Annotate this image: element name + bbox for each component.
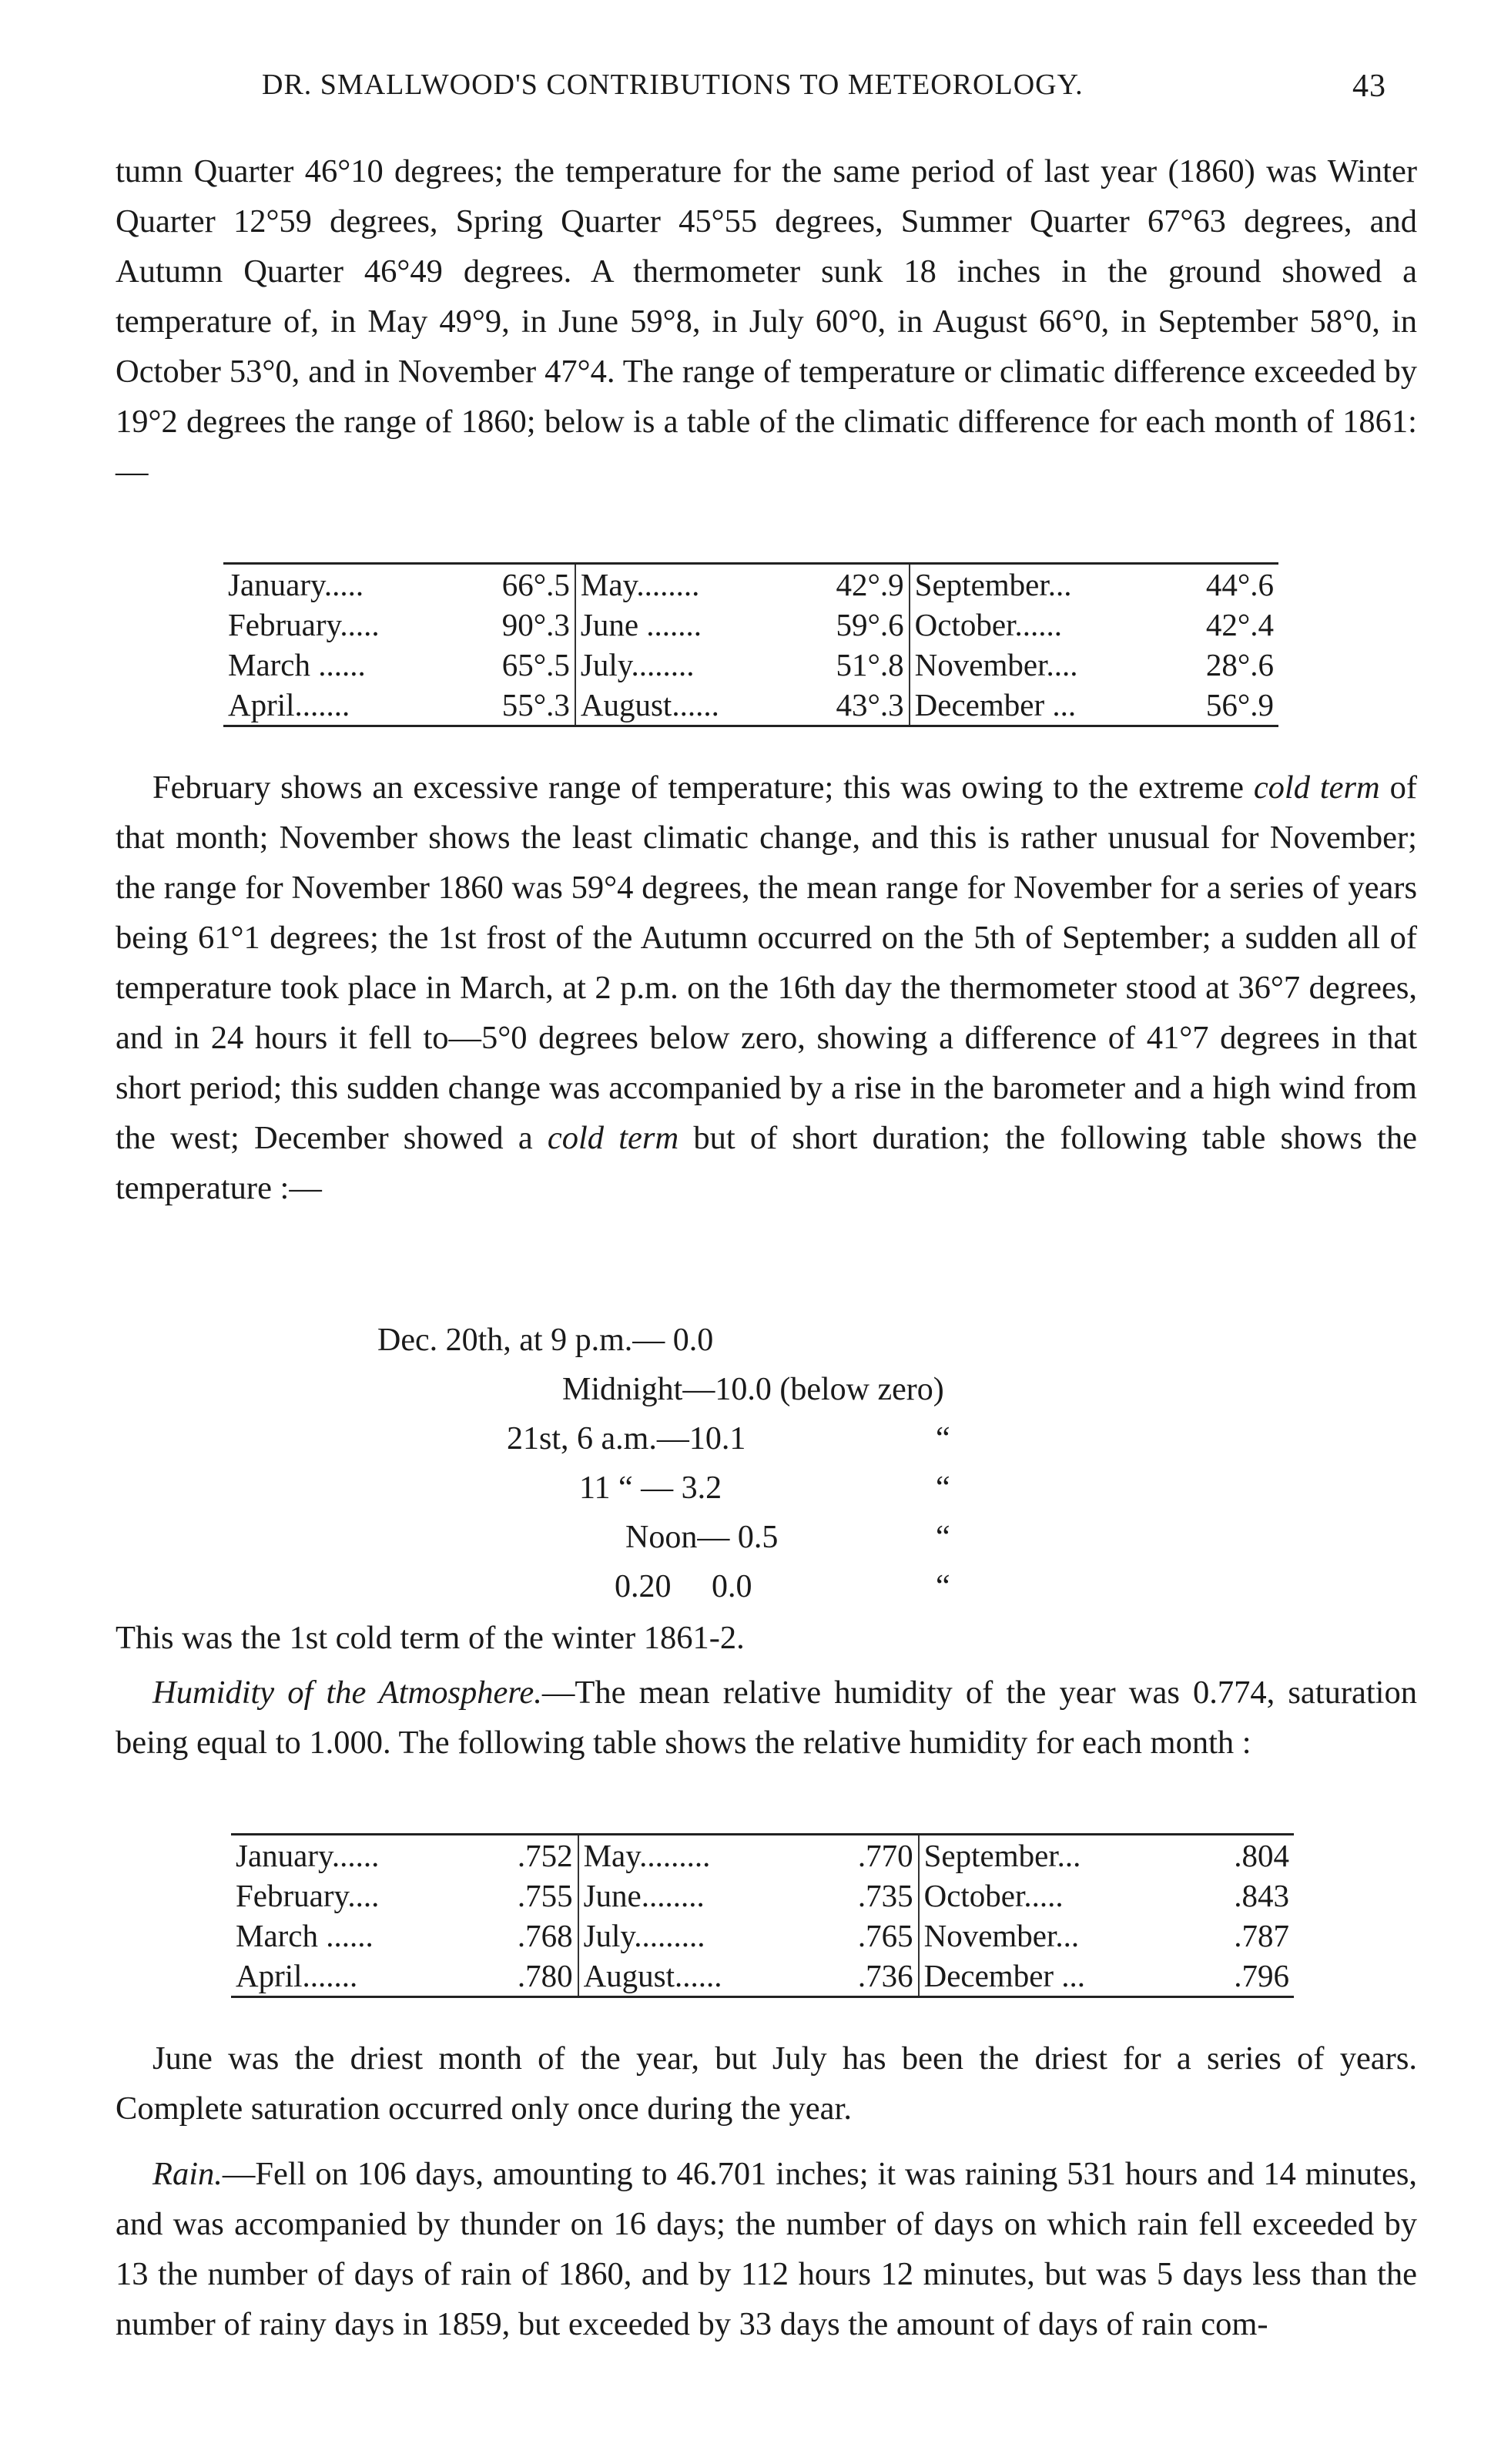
month-label: December ... — [923, 1958, 1086, 1993]
cold-term-emphasis: cold term — [1253, 769, 1380, 806]
humidity-table-row — [231, 1956, 1294, 1997]
month-value: .755 — [474, 1876, 578, 1916]
ditto-mark: “ — [936, 1569, 950, 1604]
month-value: 51°.8 — [794, 645, 909, 685]
december-line: 0.20 0.0 — [615, 1569, 752, 1604]
humidity-table-row — [231, 1916, 1294, 1956]
ditto-mark: “ — [936, 1421, 950, 1457]
month-label: January..... — [228, 567, 364, 602]
temperature-table-row — [223, 685, 1278, 726]
month-value: 42°.4 — [1205, 607, 1274, 642]
month-label: August...... — [580, 687, 719, 722]
month-value: .770 — [815, 1835, 919, 1876]
month-value: .736 — [815, 1956, 919, 1997]
month-value: 43°.3 — [794, 685, 909, 726]
month-label: October..... — [923, 1878, 1064, 1913]
humidity-table — [231, 1833, 1294, 1998]
december-line: Dec. 20th, at 9 p.m.— 0.0 — [377, 1323, 714, 1358]
month-value: 42°.9 — [794, 564, 909, 605]
month-value: 90°.3 — [461, 605, 575, 645]
ditto-mark: “ — [936, 1470, 950, 1506]
month-label: April....... — [228, 687, 350, 722]
month-value: .796 — [1234, 1958, 1289, 1993]
month-label: June ....... — [580, 607, 702, 642]
december-line: Midnight—10.0 (below zero) — [562, 1372, 944, 1407]
month-label: June........ — [583, 1878, 705, 1913]
running-title: DR. SMALLWOOD'S CONTRIBUTIONS TO METEOROLOGY. — [262, 69, 1084, 101]
month-label: March ...... — [228, 647, 366, 682]
paragraph-cold-term-note: This was the 1st cold term of the winter 1861-2. — [116, 1620, 745, 1656]
month-label: April....... — [236, 1958, 358, 1993]
temperature-table-row — [223, 564, 1278, 605]
temperature-range-table — [223, 562, 1278, 727]
month-label: March ...... — [236, 1918, 374, 1953]
month-value: 55°.3 — [461, 685, 575, 726]
month-label: September... — [923, 1838, 1081, 1873]
month-label: May......... — [583, 1838, 711, 1873]
month-value: 66°.5 — [461, 564, 575, 605]
month-label: May........ — [580, 567, 700, 602]
month-value: .780 — [474, 1956, 578, 1997]
paragraph-humidity: Humidity of the Atmosphere.—The mean relative humidity of the year was 0.774, saturation being equal to 1.000. The following table shows the relative humidity for each month : — [116, 1675, 1417, 1761]
december-line: Noon— 0.5 — [625, 1520, 779, 1555]
month-value: .843 — [1234, 1878, 1289, 1913]
december-line: 21st, 6 a.m.—10.1 — [507, 1421, 746, 1457]
month-label: August...... — [583, 1958, 722, 1993]
month-value: 59°.6 — [794, 605, 909, 645]
month-value: .804 — [1234, 1838, 1289, 1873]
month-label: December ... — [914, 687, 1077, 722]
month-value: 56°.9 — [1205, 687, 1274, 722]
month-label: November... — [923, 1918, 1080, 1953]
december-line: 11 “ — 3.2 — [579, 1470, 722, 1506]
month-value: .768 — [474, 1916, 578, 1956]
month-label: September... — [914, 567, 1072, 602]
section-heading-humidity: Humidity of the Atmosphere. — [152, 1675, 542, 1711]
month-label: January...... — [236, 1838, 380, 1873]
temperature-table-row — [223, 605, 1278, 645]
month-label: February.... — [236, 1878, 380, 1913]
cold-term-emphasis: cold term — [547, 1120, 679, 1156]
paragraph-february-range: February shows an excessive range of temperature; this was owing to the extreme cold term of that month; November shows the least climatic change, and this is rather unusual for November; the range for November 1860 was 59°4 degrees, the mean range for November for a series of years being 61°1 degrees; the 1st frost of the Autumn occurred on the 5th of September; a sudden all of temperature took place in March, at 2 p.m. on the 16th day the thermometer stood at 36°7 degrees, and in 24 hours it fell to—5°0 degrees below zero, showing a difference of 41°7 degrees in that short period; this sudden change was accompanied by a rise in the barometer and a high wind from the west; December showed a cold term but of short duration; the following table shows the temperature :— — [116, 769, 1418, 1206]
month-label: July......... — [583, 1918, 705, 1953]
month-value: 28°.6 — [1205, 647, 1274, 682]
humidity-table-row — [231, 1835, 1294, 1876]
ditto-mark: “ — [936, 1520, 950, 1555]
month-value: 44°.6 — [1205, 567, 1274, 602]
month-label: October...... — [914, 607, 1062, 642]
running-header — [108, 68, 1386, 114]
month-value: .735 — [815, 1876, 919, 1916]
month-label: February..... — [228, 607, 380, 642]
page-number: 43 — [1352, 69, 1386, 104]
month-value: .765 — [815, 1916, 919, 1956]
section-heading-rain: Rain. — [152, 2156, 223, 2192]
paragraph-temperature-summary: tumn Quarter 46°10 degrees; the temperature for the same period of last year (1860) was Winter Quarter 12°59 degrees, Spring Quarter 45°55 degrees, Summer Quarter 67°63 degrees, and Autumn Quarter 46°49 degrees. A thermometer sunk 18 inches in the ground showed a temperature of, in May 49°9, in June 59°8, in July 60°0, in August 66°0, in September 58°0, in October 53°0, and in November 47°4. The range of temperature or climatic difference exceeded by 19°2 degrees the range of 1860; below is a table of the climatic difference for each month of 1861:— — [116, 153, 1417, 490]
paragraph-rain: Rain.—Fell on 106 days, amounting to 46.701 inches; it was raining 531 hours and 14 minutes, and was accompanied by thunder on 16 days; the number of days on which rain fell exceeded by 13 the number of days of rain of 1860, and by 112 hours 12 minutes, but was 5 days less than the number of rainy days in 1859, but exceeded by 33 days the amount of days of rain com- — [116, 2156, 1417, 2342]
month-value: .787 — [1234, 1918, 1289, 1953]
month-value: .752 — [474, 1835, 578, 1876]
temperature-table-row — [223, 645, 1278, 685]
month-label: July........ — [580, 647, 695, 682]
month-label: November.... — [914, 647, 1078, 682]
month-value: 65°.5 — [461, 645, 575, 685]
humidity-table-row — [231, 1876, 1294, 1916]
paragraph-driest-month: June was the driest month of the year, but July has been the driest for a series of years. Complete saturation occurred only once during the year. — [116, 2040, 1417, 2127]
